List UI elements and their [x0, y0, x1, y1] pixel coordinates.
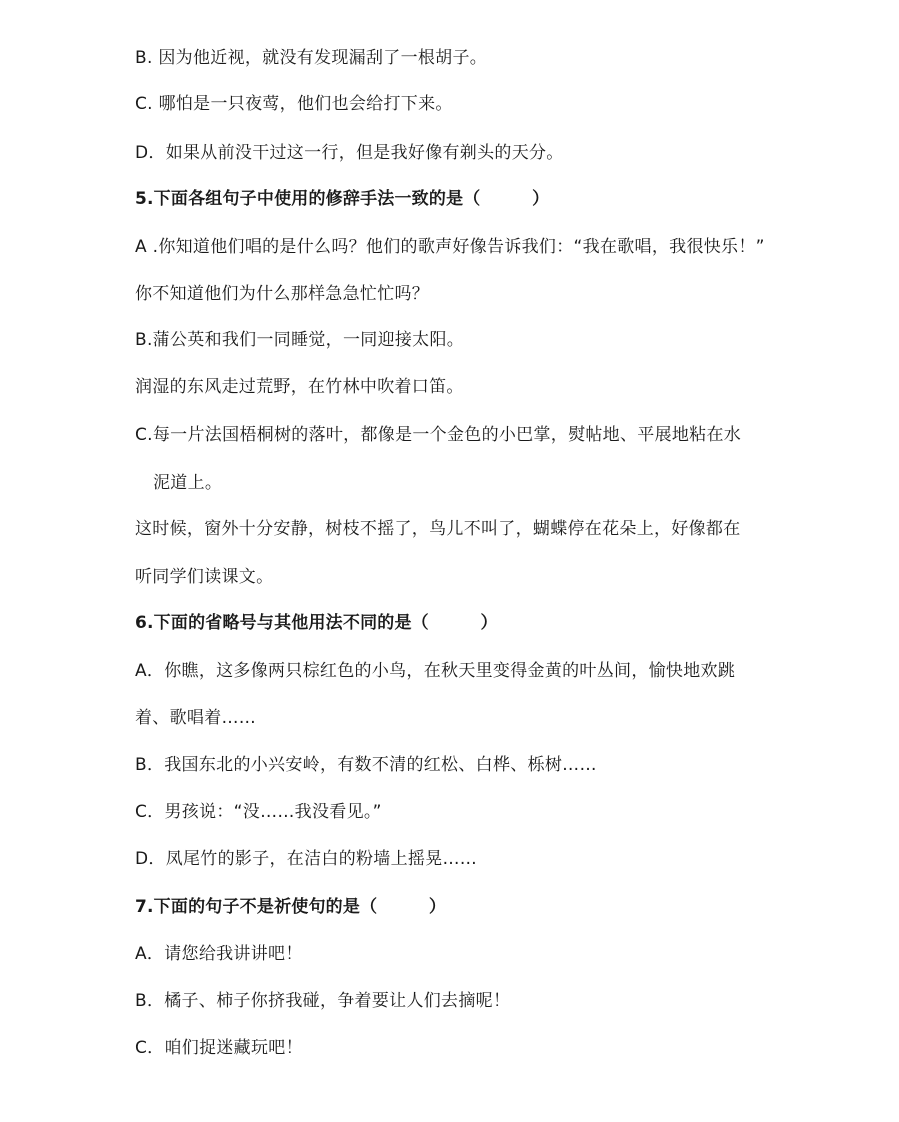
option-4d: D．如果从前没干过这一行，但是我好像有剃头的天分。 — [135, 143, 564, 163]
option-5a-line1: A .你知道他们唱的是什么吗？他们的歌声好像告诉我们：“我在歌唱，我很快乐！” — [135, 237, 765, 257]
option-5c-line2: 这时候，窗外十分安静，树枝不摇了，鸟儿不叫了，蝴蝶停在花朵上，好像都在 — [135, 519, 741, 539]
option-6d: D．凤尾竹的影子，在洁白的粉墙上摇晃…… — [135, 849, 478, 869]
question-6: 6.下面的省略号与其他用法不同的是（ ） — [135, 613, 498, 633]
option-5c-line2-cont: 听同学们读课文。 — [135, 567, 274, 587]
option-7a: A．请您给我讲讲吧！ — [135, 944, 303, 964]
option-6a-line2: 着、歌唱着…… — [135, 708, 257, 728]
option-5c-line1: C.每一片法国梧桐树的落叶，都像是一个金色的小巴掌，熨帖地、平展地粘在水 — [135, 425, 742, 445]
option-5c-line1-cont: 泥道上。 — [153, 473, 223, 493]
option-5b-line2: 润湿的东风走过荒野，在竹林中吹着口笛。 — [135, 377, 464, 397]
option-6b: B．我国东北的小兴安岭，有数不清的红松、白桦、栎树…… — [135, 755, 597, 775]
question-7: 7.下面的句子不是祈使句的是（ ） — [135, 897, 447, 917]
option-5a-line2: 你不知道他们为什么那样急急忙忙吗？ — [135, 284, 430, 304]
question-5: 5.下面各组句子中使用的修辞手法一致的是（ ） — [135, 189, 550, 209]
option-7c: C．咱们捉迷藏玩吧！ — [135, 1038, 303, 1058]
option-4c: C. 哪怕是一只夜莺，他们也会给打下来。 — [135, 94, 453, 114]
option-6c: C．男孩说：“没……我没看见。” — [135, 802, 382, 822]
option-7b: B．橘子、柿子你挤我碰，争着要让人们去摘呢！ — [135, 991, 511, 1011]
option-4b: B. 因为他近视，就没有发现漏刮了一根胡子。 — [135, 48, 488, 68]
option-5b-line1: B.蒲公英和我们一同睡觉，一同迎接太阳。 — [135, 330, 465, 350]
option-6a-line1: A．你瞧，这多像两只棕红色的小鸟，在秋天里变得金黄的叶丛间，愉快地欢跳 — [135, 661, 736, 681]
